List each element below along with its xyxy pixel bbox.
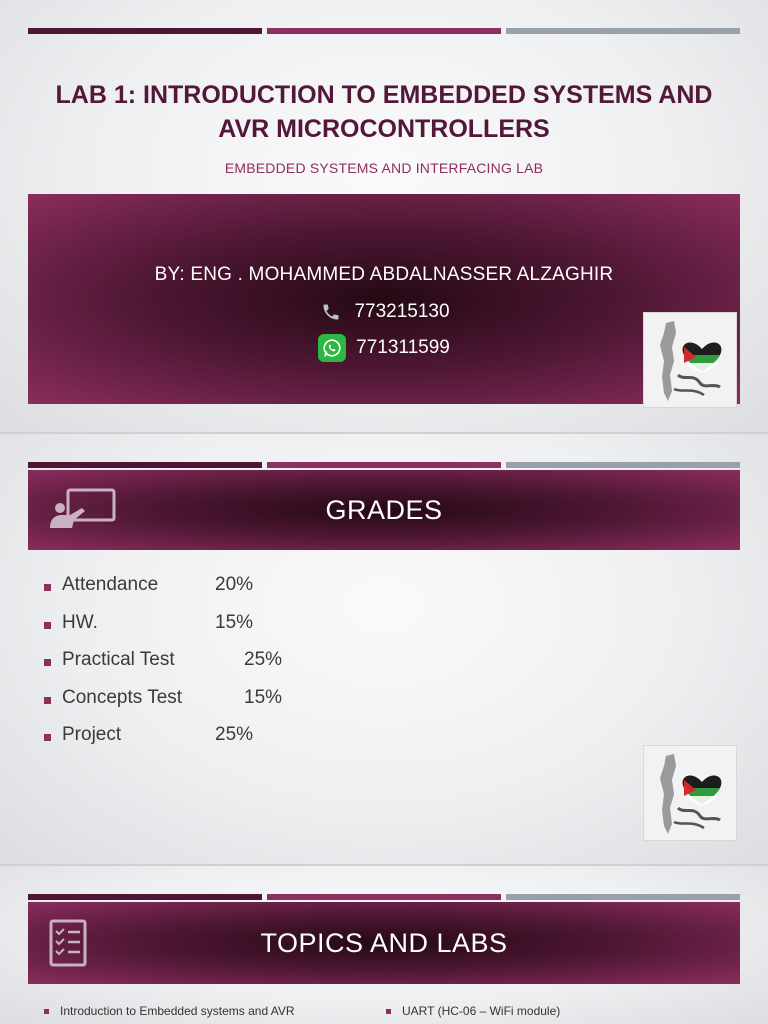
- topics-slide: TOPICS AND LABS Introduction to Embedded systems and AVR UART (HC-06 – WiFi module): [0, 866, 768, 1024]
- slide-subtitle: EMBEDDED SYSTEMS AND INTERFACING LAB: [224, 160, 544, 176]
- top-accent-bars: [28, 894, 740, 900]
- author-name: BY: ENG . MOHAMMED ABDALNASSER ALZAGHIR: [154, 264, 614, 285]
- bullet-icon: [386, 1009, 391, 1014]
- top-accent-bars: [28, 28, 740, 34]
- palestine-heart-logo: [643, 312, 737, 408]
- bullet-icon: [44, 659, 51, 666]
- whatsapp-number: 771311599: [356, 337, 450, 358]
- top-accent-bars: [28, 462, 740, 468]
- bullet-icon: [44, 697, 51, 704]
- phone-contact: [28, 300, 740, 324]
- slide-title: LAB 1: INTRODUCTION TO EMBEDDED SYSTEMS AND AVR MICROCONTROLLERS: [55, 81, 713, 143]
- title-slide: [0, 0, 768, 432]
- phone-icon: [318, 300, 344, 324]
- grades-slide: GRADES Attendance 20% HW. 15% Practical Test 25% Concepts Test 15% Project 25%: [0, 434, 768, 864]
- palestine-heart-logo: [643, 745, 737, 841]
- topics-heading: TOPICS AND LABS: [260, 927, 508, 958]
- bullet-icon: [44, 584, 51, 591]
- whatsapp-icon: [318, 334, 346, 362]
- author-band: [28, 194, 740, 404]
- bullet-icon: [44, 1009, 49, 1014]
- whatsapp-contact: [28, 334, 740, 362]
- bullet-icon: [44, 734, 51, 741]
- bullet-icon: [44, 622, 51, 629]
- grades-heading: GRADES: [325, 494, 443, 525]
- topics-header-band: [28, 902, 740, 984]
- grades-header-band: [28, 470, 740, 550]
- phone-number: 773215130: [354, 301, 450, 322]
